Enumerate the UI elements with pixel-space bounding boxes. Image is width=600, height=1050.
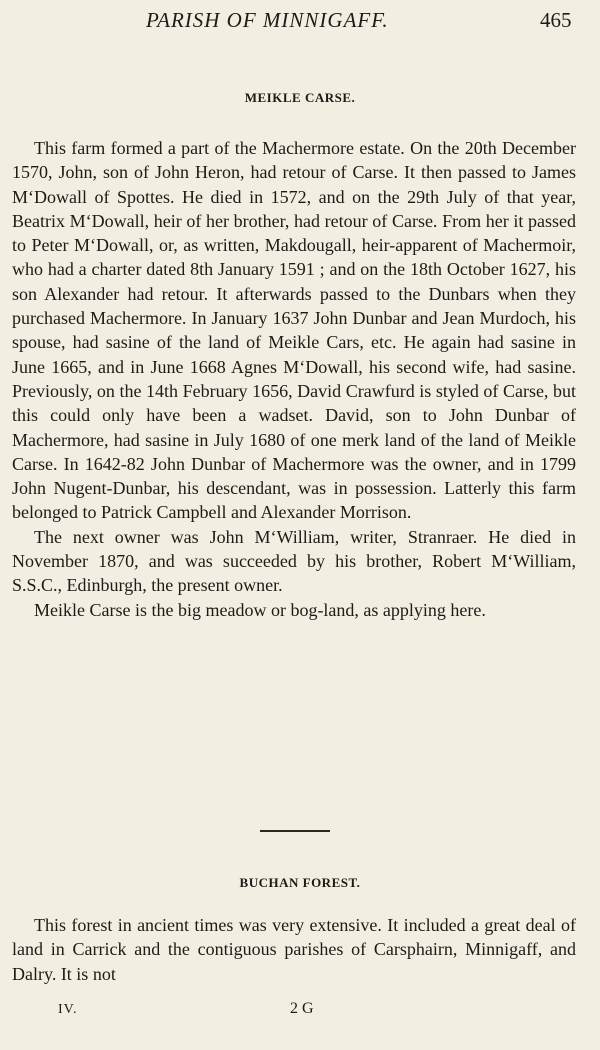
section-heading-meikle-carse: MEIKLE CARSE. bbox=[244, 90, 356, 105]
section-body-buchan-forest bbox=[12, 913, 576, 986]
section-divider-rule bbox=[260, 830, 330, 832]
sheet-signature: 2 G bbox=[290, 1000, 314, 1017]
paragraph: The next owner was John M‘William, writer, Stranraer. He died in November 1870, and was succeeded by his brother, Robert M‘William, S.S.C., Edinburgh, the present owner. bbox=[12, 526, 576, 596]
page-number: 465 bbox=[540, 8, 572, 32]
section-heading-buchan-forest: BUCHAN FOREST. bbox=[239, 875, 361, 890]
paragraph: Meikle Carse is the big meadow or bog-land, as applying here. bbox=[34, 599, 486, 620]
paragraph: This forest in ancient times was very extensive. It included a great deal of land in Carrick and the contiguous parishes of Carsphairn, Minnigaff, and Dalry. It is not bbox=[12, 915, 576, 984]
volume-mark: IV. bbox=[58, 1002, 78, 1017]
section-body-meikle-carse bbox=[12, 136, 576, 622]
running-head bbox=[0, 8, 600, 38]
paragraph: This farm formed a part of the Machermore estate. On the 20th December 1570, John, son of John Heron, had retour of Carse. It then passed to James M‘Dowall of Spottes. He died in 1572, and on the 29th July of that year, Beatrix M‘Dowall, heir of her brother, had retour of Carse. From her it passed to Peter M‘Dowall, or, as written, Makdougall, heir-apparent of Machermoir, who had a charter dated 8th January 1591 ; and on the 18th October 1627, his son Alexander had retour. It afterwards passed to the Dunbars when they purchased Machermore. In January 1637 John Dunbar and Jean Murdoch, his spouse, had sasine of the land of Meikle Cars, etc. He again had sasine in June 1665, and in June 1668 Agnes M‘Dowall, his second wife, had sasine. Previously, on the 14th February 1656, David Crawfurd is styled of Carse, but this could only have been a wadset. David, son to John Dunbar of Machermore, had sasine in July 1680 of one merk land of the land of Meikle Carse. In 1642-82 John Dunbar of Machermore was the owner, and in 1799 John Nugent-Dunbar, his descendant, was in possession. Latterly this farm belonged to Patrick Campbell and Alexander Morrison. bbox=[12, 138, 576, 523]
running-title: PARISH OF MINNIGAFF. bbox=[146, 8, 389, 32]
